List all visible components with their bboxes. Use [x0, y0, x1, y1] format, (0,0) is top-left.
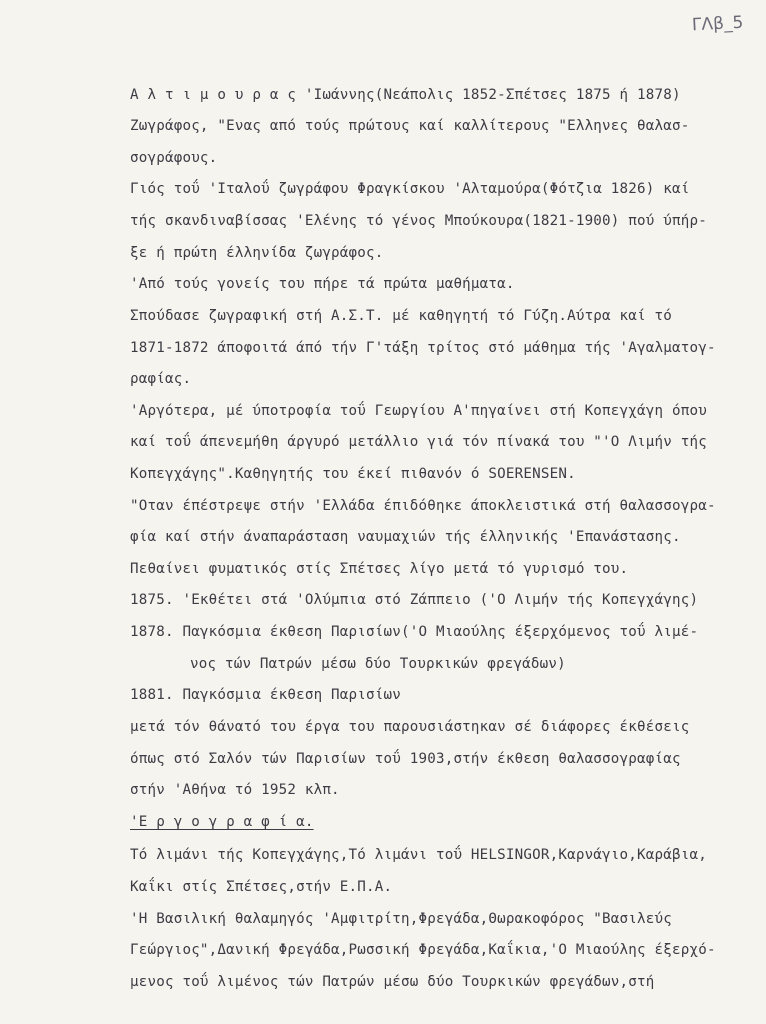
text-line: φία καί στήν άναπαράσταση ναυμαχιών τής έλληνικής 'Επανάστασης.	[130, 529, 681, 546]
text-line: καί τοΰ άπενεμήθη άργυρό μετάλλιο γιά τόν πίνακά του "'Ο Λιμήν τής	[130, 434, 707, 451]
text-line: μετά τόν θάνατό του έργα του παρουσιάστηκαν σέ διάφορες έκθέσεις	[130, 718, 690, 735]
text-line: ραφίας.	[130, 371, 192, 388]
text-line: νος τών Πατρών μέσω δύο Τουρκικών φρεγάδων)	[190, 655, 566, 672]
text-line: όπως στό Σαλόν τών Παρισίων τοΰ 1903,στήν έκθεση θαλασσογραφίας	[130, 750, 681, 767]
text-line: στήν 'Αθήνα τό 1952 κλπ.	[130, 782, 340, 799]
text-line: ξε ή πρώτη έλληνίδα ζωγράφος.	[130, 244, 384, 261]
text-line: σογράφους.	[130, 149, 218, 166]
text-line: τής σκανδιναβίσσας 'Ελένης τό γένος Μπούκουρα(1821-1900) πού ύπήρ-	[130, 213, 707, 230]
text-line: Καΐκι στίς Σπέτσες,στήν Ε.Π.Α.	[130, 878, 393, 895]
text-line: Σπούδασε ζωγραφική στή Α.Σ.Τ. μέ καθηγητή τό Γύζη.Αύτρα καί τό	[130, 307, 672, 324]
text-line: 'Από τούς γονείς του πήρε τά πρώτα μαθήματα.	[130, 276, 515, 293]
text-line: Πεθαίνει φυματικός στίς Σπέτσες λίγο μετά τό γυρισμό του.	[130, 560, 629, 577]
text-line: "Οταν έπέστρεψε στήν 'Ελλάδα έπιδόθηκε άποκλειστικά στή θαλασσογρα-	[130, 497, 716, 514]
text-line: Κοπεγχάγης".Καθηγητής του έκεί πιθανόν ό SOERENSEN.	[130, 466, 576, 482]
text-line: 'Αργότερα, μέ ύποτροφία τοΰ Γεωργίου Α'πηγαίνει στή Κοπεγχάγη όπου	[130, 402, 707, 419]
text-line: μενος τοΰ λιμένος τών Πατρών μέσω δύο Τουρκικών φρεγάδων,στή	[130, 973, 655, 990]
text-line: Γιός τοΰ 'Ιταλοΰ ζωγράφου Φραγκίσκου 'Αλταμούρα(Φότζια 1826) καί	[130, 181, 690, 198]
text-line: 1875. 'Εκθέτει στά 'Ολύμπια στό Ζάππειο ('Ο Λιμήν τής Κοπεγχάγης)	[130, 592, 699, 609]
text-line: 1871-1872 άποφοιτά άπό τήν Γ'τάξη τρίτος στό μάθημα τής 'Αγαλματογ-	[130, 339, 716, 356]
text-line: 'Η Βασιλική θαλαμηγός 'Αμφιτρίτη,Φρεγάδα,Θωρακοφόρος "Βασιλεύς	[130, 910, 672, 927]
text-line: Ζωγράφος, "Ενας από τούς πρώτους καί καλλίτερους "Ελληνες θαλασ-	[130, 118, 690, 135]
archive-reference-mark: ΓΛβ_5	[691, 12, 744, 36]
text-line: Γεώργιος",Δανική Φρεγάδα,Ρωσσική Φρεγάδα,Καΐκια,'Ο Μιαούλης έξερχό-	[130, 942, 716, 959]
text-line: 1881. Παγκόσμια έκθεση Παρισίων	[130, 687, 401, 704]
section-heading: 'Ε ρ γ ο γ ρ α φ ί α.	[130, 813, 314, 830]
text-line: Τό λιμάνι τής Κοπεγχάγης,Τό λιμάνι τοΰ HELSINGOR,Καρνάγιο,Καράβια,	[130, 847, 707, 864]
text-line: 1878. Παγκόσμια έκθεση Παρισίων('Ο Μιαούλης έξερχόμενος τοΰ λιμέ-	[130, 624, 699, 641]
text-line: Α λ τ ι μ ο υ ρ α ς 'Ιωάννης(Νεάπολις 1852-Σπέτσες 1875 ή 1878)	[130, 86, 681, 103]
